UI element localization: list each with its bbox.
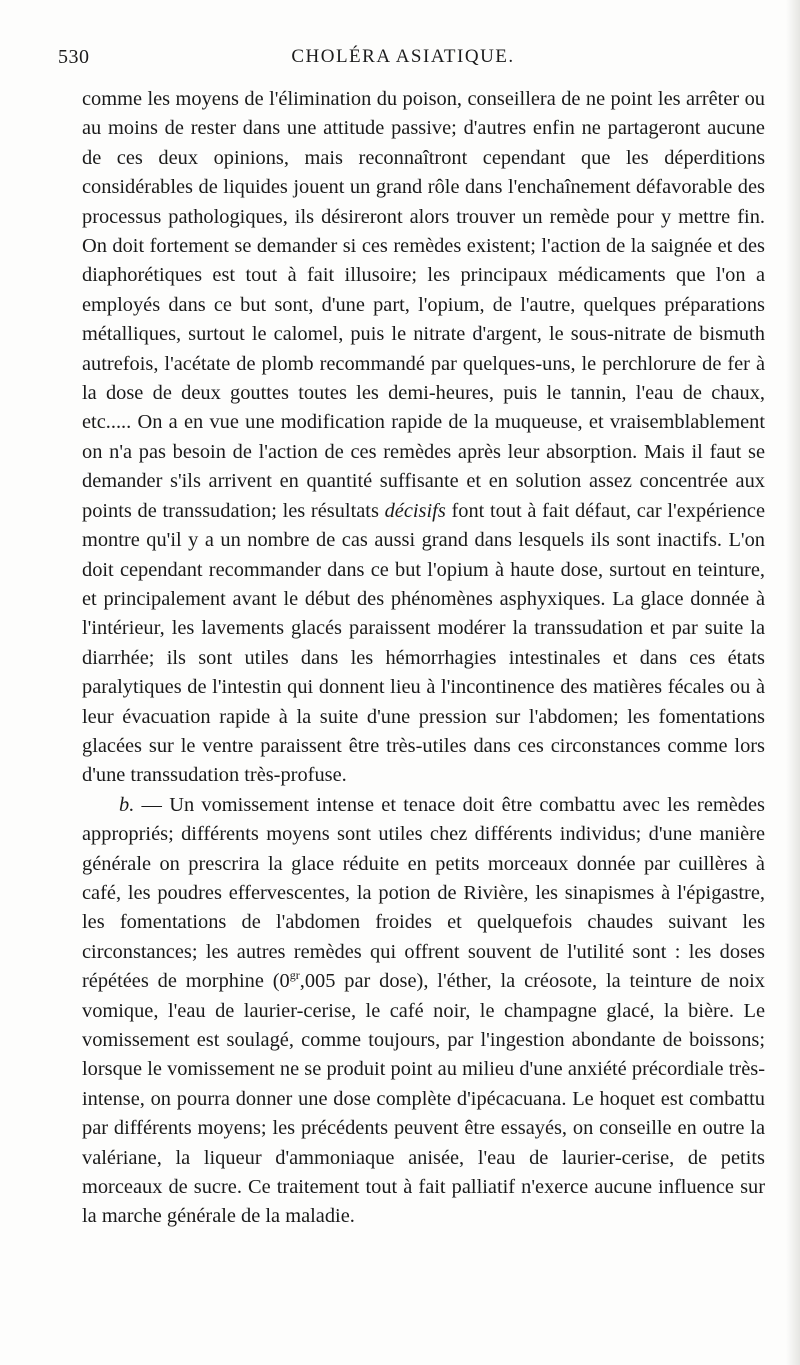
italic-emphasis: décisifs — [384, 499, 446, 522]
item-letter: b. — [119, 793, 135, 816]
body-text — [82, 85, 765, 1232]
paragraph-text: — Un vomissement intense et tenace doit être combattu avec les remèdes appropriés; différents moyens sont utiles chez différents individus; d'une manière générale on prescrira la glace réduite en petits morceaux donnée par cuillères à café, les poudres effervescentes, la potion de Rivière, les sinapismes à l'épigastre, les fomentations de l'abdomen froides et quelquefois chaudes suivant les circonstances; les autres remèdes qui offrent souvent de l'utilité sont : les doses répétées de morphine (0 — [82, 793, 765, 993]
paragraph-text: font tout à fait défaut, car l'expérience montre qu'il y a un nombre de cas aussi grand dans lesquels ils sont inactifs. L'on doit cependant recommander dans ce but l'opium à haute dose, surtout en teinture, et principalement avant le début des phénomènes asphyxiques. La glace donnée à l'intérieur, les lavements glacés paraissent modérer la transsudation et par suite la diarrhée; ils sont utiles dans les hémorrhagies intestinales et dans ces états paralytiques de l'intestin qui donnent lieu à l'incontinence des matières fécales ou à leur évacuation rapide à la suite d'une pression sur l'abdomen; les fomentations glacées sur le ventre paraissent être très-utiles dans ces circonstances comme lors d'une transsudation très-profuse. — [82, 499, 765, 787]
page-number: 530 — [58, 46, 90, 68]
paragraph-text: ,005 par dose), l'éther, la créosote, la teinture de noix vomique, l'eau de laurier-cerise, le café noir, le champagne glacé, la bière. Le vomissement est soulagé, comme toujours, par l'ingestion abondante de boissons; lorsque le vomissement ne se produit point au milieu d'une anxiété précordiale très-intense, on pourra donner une dose complète d'ipécacuana. Le hoquet est combattu par différents moyens; les précédents peuvent être essayés, on conseille en outre la valériane, la liqueur d'ammoniaque anisée, l'eau de laurier-cerise, de petits morceaux de sucre. Ce traitement tout à fait palliatif n'exerce aucune influence sur la marche générale de la maladie. — [82, 970, 765, 1228]
page-header — [58, 46, 748, 76]
unit-superscript: gr — [289, 968, 300, 983]
running-title: CHOLÉRA ASIATIQUE. — [291, 46, 515, 67]
page-edge-shadow — [786, 0, 800, 1365]
paragraph-opium-treatment — [82, 85, 765, 791]
paragraph-text: comme les moyens de l'élimination du poison, conseillera de ne point les arrêter ou au moins de rester dans une attitude passive; d'autres enfin ne partageront aucune de ces deux opinions, mais reconnaîtront cependant que les déperditions considérables de liquides jouent un grand rôle dans l'enchaînement défavorable des processus pathologiques, ils désireront alors trouver un remède pour y mettre fin. On doit fortement se demander si ces remèdes existent; l'action de la saignée et des diaphorétiques est tout à fait illusoire; les principaux médicaments que l'on a employés dans ce but sont, d'une part, l'opium, de l'autre, quelques préparations métalliques, surtout le calomel, puis le nitrate d'argent, le sous-nitrate de bismuth autrefois, l'acétate de plomb recommandé par quelques-uns, le perchlorure de fer à la dose de deux gouttes toutes les demi-heures, puis le tannin, l'eau de chaux, etc..... On a en vue une modification rapide de la muqueuse, et vraisemblablement on n'a pas besoin de l'action de ces remèdes après leur absorption. Mais il faut se demander s'ils arrivent en quantité suffisante et en solution assez concentrée aux points de transsudation; les résultats — [82, 88, 765, 522]
paragraph-vomiting-treatment — [82, 791, 765, 1232]
